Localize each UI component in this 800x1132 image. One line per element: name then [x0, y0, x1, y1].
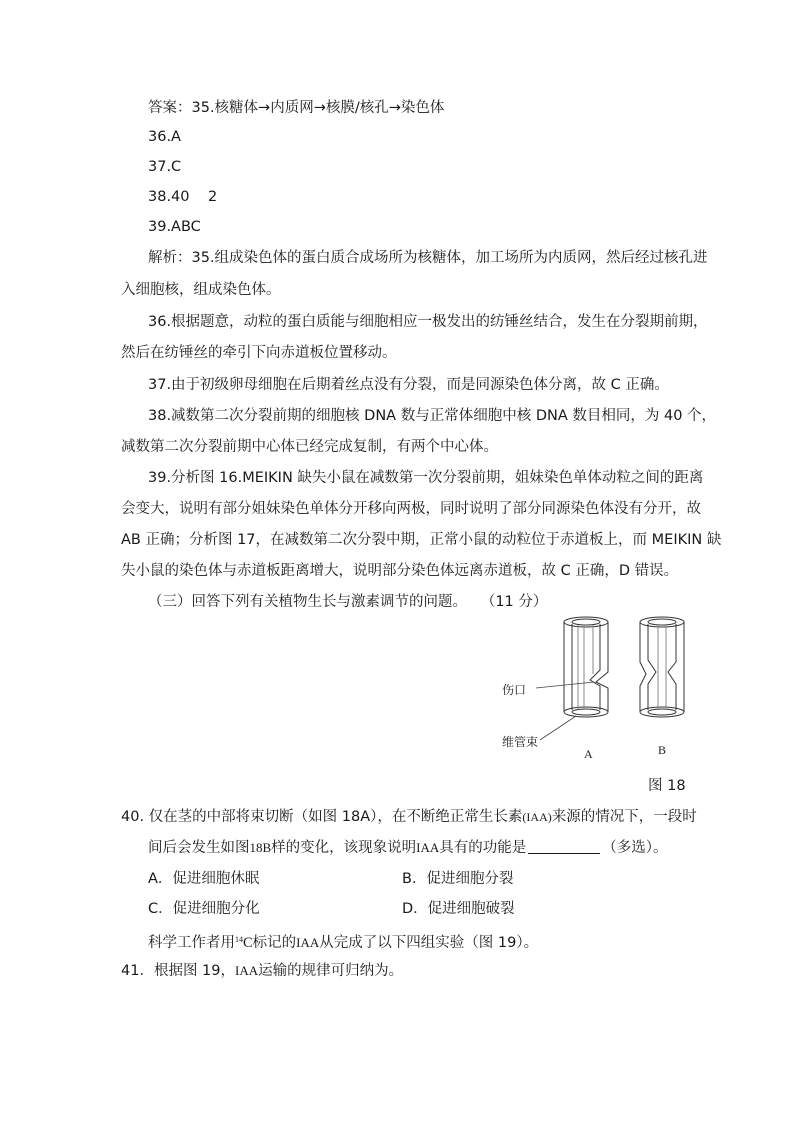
answer-blank[interactable]	[528, 839, 600, 854]
analysis-39-line4: 失小鼠的染色体与赤道板距离增大，说明部分染色体远离赤道板，故 C 正确，D 错误。	[121, 563, 679, 579]
analysis-39-line3: AB 正确；分析图 17，在减数第二次分裂中期，正常小鼠的动粒位于赤道板上，而 MEIKIN 缺	[121, 532, 722, 548]
q40-line1-text1: 40. 仅在茎的中部将束切断（如图 18A），在不断绝正常生长素	[121, 809, 523, 825]
section-heading: （三）回答下列有关植物生长与激素调节的问题。 （11 分）	[148, 594, 548, 610]
q40-line1	[121, 807, 697, 827]
label-b: B	[658, 743, 667, 757]
analysis-37-line1: 37.由于初级卵母细胞在后期着丝点没有分裂，而是同源染色体分离，故 C 正确。	[148, 377, 669, 393]
experiment-text2: 标记的	[252, 935, 297, 951]
analysis-36-line1: 36.根据题意，动粒的蛋白质能与细胞相应一极发出的纺锤丝结合，发生在分裂期前期，	[148, 314, 708, 330]
label-a: A	[584, 747, 593, 761]
q41-text1: 41．根据图 19，	[121, 963, 236, 979]
experiment-text1: 科学工作者用	[148, 935, 235, 951]
q41-text2: 运输的规律可归纳为。	[258, 963, 404, 979]
stem-b	[640, 617, 684, 717]
q41	[121, 961, 403, 981]
experiment-text3: 从完成了以下四组实验（图 19）。	[319, 935, 539, 951]
q40-line2-text2: 样的变化，该现象说明	[271, 840, 417, 856]
wound-label: 伤口	[502, 683, 527, 697]
wound-pointer	[536, 682, 594, 688]
analysis-35-line1: 解析：35.组成染色体的蛋白质合成场所为核糖体，加工场所为内质网，然后经过核孔进	[148, 250, 708, 266]
q40-option-d: D．促进细胞破裂	[402, 901, 515, 917]
q40-line1-text2: 来源的情况下，一段时	[551, 809, 697, 825]
experiment-sentence	[148, 930, 538, 953]
answer-37: 37.C	[148, 159, 182, 175]
q40-line2-text4: （多选）。	[602, 840, 668, 856]
analysis-38-line2: 减数第二次分裂前期中心体已经完成复制，有两个中心体。	[121, 439, 498, 455]
q41-iaa: IAA	[235, 963, 259, 978]
stem-a	[564, 617, 608, 717]
analysis-39-line1: 39.分析图 16.MEIKIN 缺失小鼠在减数第一次分裂前期，姐妹染色单体动粒之间的距离	[148, 470, 704, 486]
q40-line2	[148, 838, 668, 858]
analysis-39-line2: 会变大，说明有部分姐妹染色单体分开移向两极，同时说明了部分同源染色体没有分开，故	[121, 501, 701, 517]
answer-38: 38.40 2	[148, 189, 218, 205]
analysis-35-line2: 入细胞核，组成染色体。	[121, 282, 281, 298]
q40-option-b: B．促进细胞分裂	[402, 871, 514, 887]
figure-18-caption: 图 18	[648, 778, 686, 794]
answer-35: 答案：35.核糖体→内质网→核膜/核孔→染色体	[148, 100, 445, 116]
q40-fig-ref: 18B	[249, 840, 272, 855]
q40-line2-text3: 具有的功能是	[439, 840, 527, 856]
bundle-pointer	[540, 716, 576, 740]
isotope-symbol: C	[243, 935, 253, 951]
figure-18-diagram	[498, 612, 698, 772]
q40-line2-text1: 间后会发生如图	[148, 840, 250, 856]
q40-option-a: A．促进细胞休眠	[148, 871, 260, 887]
answer-39: 39.ABC	[148, 219, 201, 235]
answer-36: 36.A	[148, 129, 181, 145]
vascular-bundle-label: 维管束	[502, 735, 539, 749]
isotope-superscript: 14	[235, 935, 243, 944]
analysis-36-line2: 然后在纺锤丝的牵引下向赤道板位置移动。	[121, 345, 397, 361]
q40-option-c: C．促进细胞分化	[148, 901, 260, 917]
q40-iaa: IAA	[416, 840, 440, 855]
analysis-38-line1: 38.减数第二次分裂前期的细胞核 DNA 数与正常体细胞中核 DNA 数目相同，为 40 个，	[148, 408, 717, 424]
q40-iaa-abbrev: (IAA)	[522, 810, 552, 824]
experiment-iaa: IAA	[296, 935, 320, 950]
